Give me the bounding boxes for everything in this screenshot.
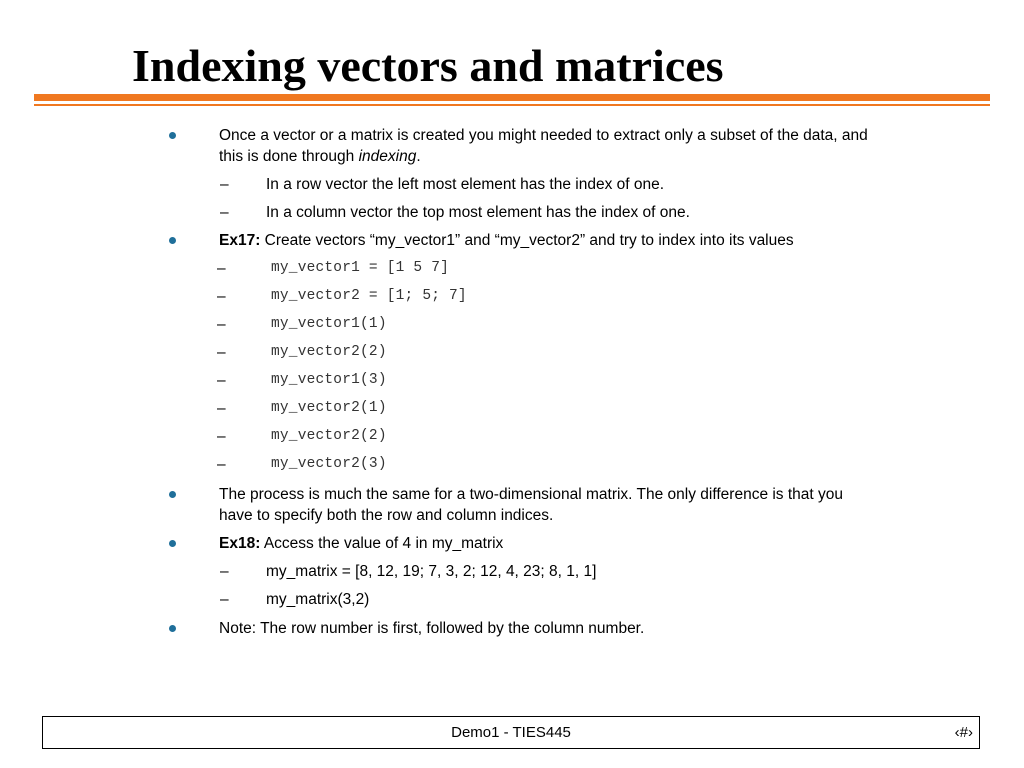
bullet-5: Note: The row number is first, followed by the column number. (219, 620, 645, 637)
bullet-icon (169, 533, 179, 543)
dash-icon (220, 589, 229, 610)
dash-icon (217, 286, 226, 307)
code-line: my_vector2 = [1; 5; 7] (271, 288, 467, 304)
slide-title: Indexing vectors and matrices (132, 40, 724, 91)
code-line: my_vector2(2) (271, 344, 387, 360)
dash-icon (217, 370, 226, 391)
ex17-label: Ex17: (219, 232, 261, 249)
bullet-icon (169, 484, 179, 494)
bullet-1-sub-1: In a row vector the left most element has the index of one. (266, 176, 665, 193)
bullet-1-sub-2: In a column vector the top most element has the index of one. (266, 204, 690, 221)
dash-icon (217, 454, 226, 475)
bullet-4-sub-2: my_matrix(3,2) (266, 591, 370, 608)
dash-icon (217, 314, 226, 335)
page-number: ‹#› (954, 724, 973, 741)
bullet-3-line-1: The process is much the same for a two-dimensional matrix. The only difference is that you (219, 486, 844, 503)
dash-icon (217, 258, 226, 279)
bullet-1-line-2: this is done through indexing. (219, 148, 421, 165)
bullet-4: Ex18: Access the value of 4 in my_matrix (219, 535, 504, 552)
footer-title: Demo1 - TIES445 (451, 724, 571, 741)
code-line: my_vector2(3) (271, 456, 387, 472)
bullet-icon (169, 125, 179, 135)
code-line: my_vector2(1) (271, 400, 387, 416)
ex18-label: Ex18: (219, 535, 261, 552)
title-underline-thin (34, 104, 990, 106)
code-line: my_vector1(3) (271, 372, 387, 388)
bullet-2: Ex17: Create vectors “my_vector1” and “my_vector2” and try to index into its values (219, 232, 794, 249)
code-line: my_vector1(1) (271, 316, 387, 332)
bullet-4-sub-1: my_matrix = [8, 12, 19; 7, 3, 2; 12, 4, 23; 8, 1, 1] (266, 563, 597, 580)
dash-icon (217, 342, 226, 363)
bullet-3-line-2: have to specify both the row and column indices. (219, 507, 554, 524)
dash-icon (217, 426, 226, 447)
dash-icon (220, 202, 229, 223)
code-line: my_vector2(2) (271, 428, 387, 444)
indexing-term: indexing (358, 148, 417, 165)
footer (42, 716, 980, 749)
bullet-icon (169, 230, 179, 240)
dash-icon (220, 174, 229, 195)
bullet-1-line-1: Once a vector or a matrix is created you might needed to extract only a subset of the data, and (219, 127, 868, 144)
dash-icon (217, 398, 226, 419)
bullet-icon (169, 618, 179, 628)
title-underline-thick (34, 94, 990, 101)
dash-icon (220, 561, 229, 582)
code-line: my_vector1 = [1 5 7] (271, 260, 450, 276)
